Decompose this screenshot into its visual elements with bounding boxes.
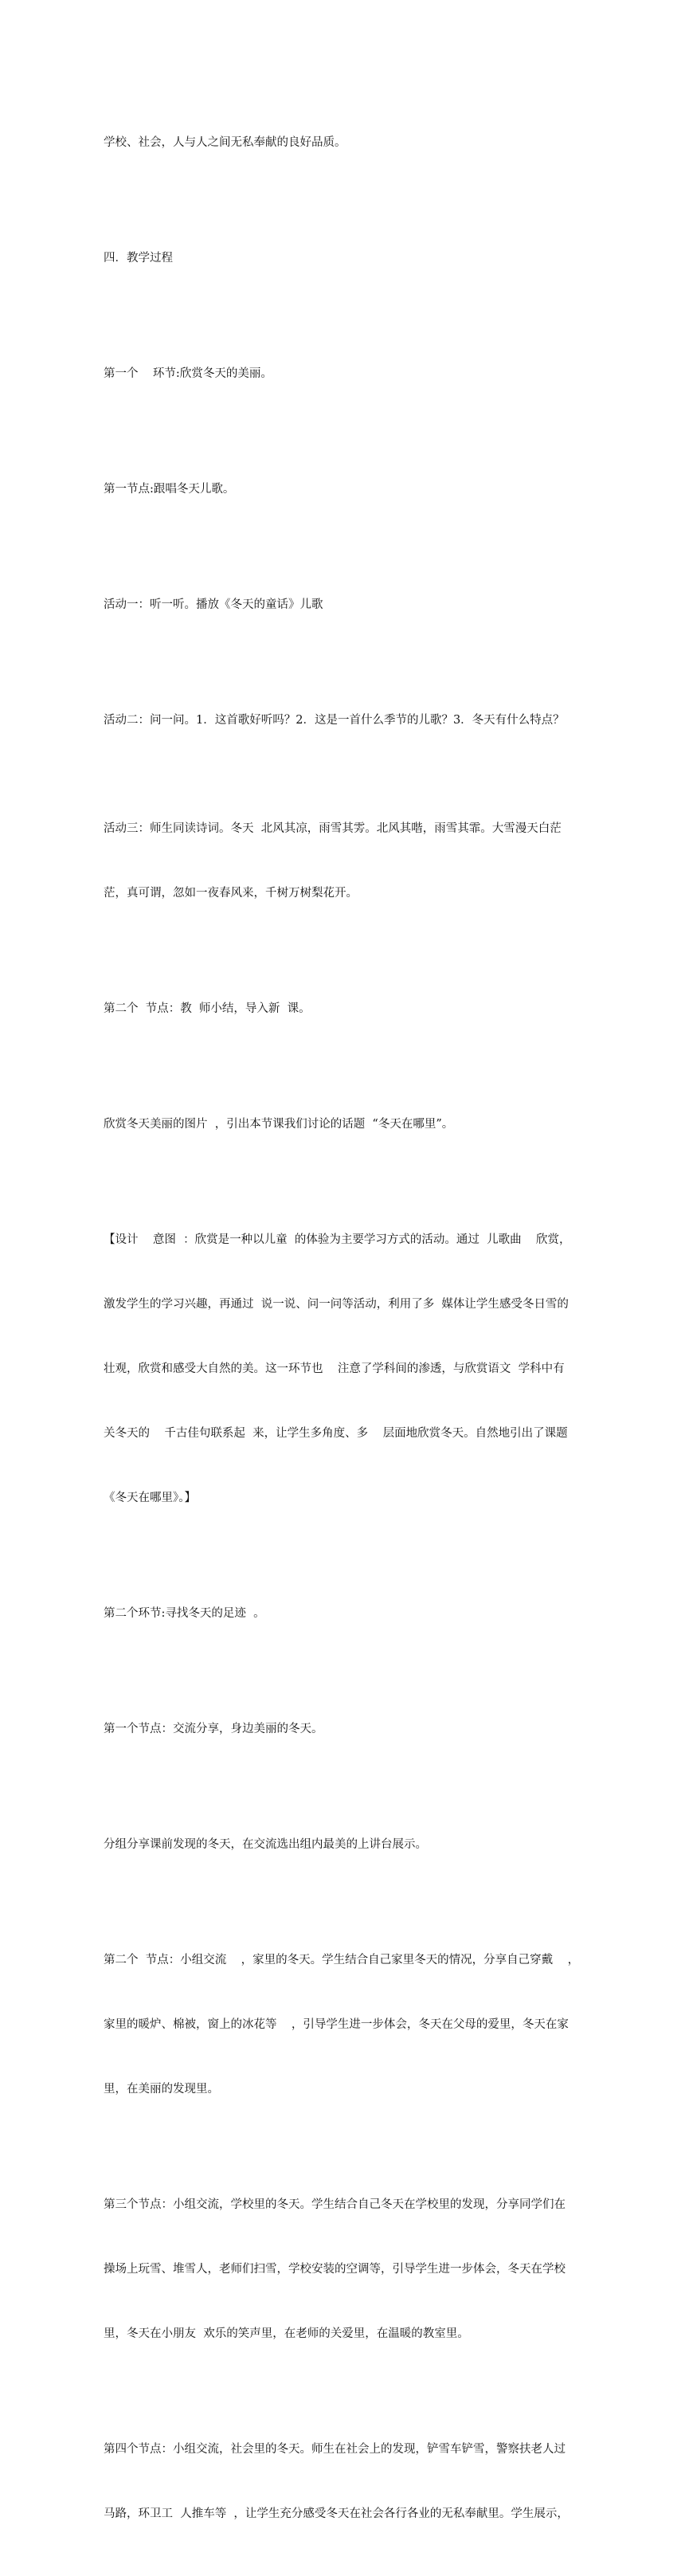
text-line: 第一个节点：交流分享，身边美丽的冬天。	[104, 1723, 323, 1735]
paragraph-5	[104, 551, 589, 659]
text-line: 里，冬天在小朋友 欢乐的笑声里，在老师的关爱里，在温暖的教室里。	[104, 2327, 469, 2340]
section-heading-teaching-process	[104, 205, 589, 312]
paragraph-15	[104, 2151, 589, 2388]
paragraph-4	[104, 436, 589, 543]
text-line: 里，在美丽的发现里。	[104, 2083, 219, 2096]
text-line: 马路，环卫工 人推车等 ，让学生充分感受冬天在社会各行各业的无私奉献里。学生展示，	[104, 2507, 569, 2520]
text-line: 第二个 节点：教 师小结，导入新 课。	[104, 1002, 311, 1015]
text-line: 学校、社会，人与人之间无私奉献的良好品质。	[104, 136, 346, 149]
paragraph-1	[104, 89, 589, 197]
text-line: 活动一：听一听。播放《冬天的童话》儿歌	[104, 598, 323, 611]
paragraph-13	[104, 1791, 589, 1899]
text-line: 第二个 节点：小组交流 ，家里的冬天。学生结合自己家里冬天的情况，分享自己穿戴 ，	[104, 1954, 580, 1966]
text-line: 激发学生的学习兴趣，再通过 说一说、问一问等活动，利用了多 媒体让学生感受冬日雪的	[104, 1298, 569, 1311]
design-intent-paragraph	[104, 1186, 589, 1552]
paragraph-11	[104, 1560, 589, 1668]
paragraph-8	[104, 955, 589, 1063]
paragraph-9	[104, 1071, 589, 1178]
text-line: 分组分享课前发现的冬天，在交流选出组内最美的上讲台展示。	[104, 1838, 427, 1851]
text-line: 第三个节点：小组交流，学校里的冬天。学生结合自己冬天在学校里的发现，分享同学们在	[104, 2198, 566, 2211]
text-line: 四．教学过程	[104, 252, 173, 265]
paragraph-14	[104, 1907, 589, 2143]
document-body	[104, 89, 589, 2576]
text-line: 壮观，欣赏和感受大自然的美。这一环节也 注意了学科间的渗透，与欣赏语文 学科中有	[104, 1362, 565, 1375]
text-line: 《冬天在哪里》。】	[104, 1492, 196, 1504]
text-line: 【设计 意图 ：欣赏是一种以儿童 的体验为主要学习方式的活动。通过 儿歌曲 欣赏，	[104, 1233, 571, 1246]
text-line: 关冬天的 千古佳句联系起 来，让学生多角度、多 层面地欣赏冬天。自然地引出了课题	[104, 1427, 568, 1440]
text-line: 活动三：师生同读诗词。冬天 北风其凉，雨雪其雱。北风其喈，雨雪其霏。大雪漫天白茫	[104, 822, 562, 835]
text-line: 茫，真可谓，忽如一夜春风来，千树万树梨花开。	[104, 887, 358, 900]
text-line: 第一节点:跟唱冬天儿歌。	[104, 483, 235, 496]
paragraph-3	[104, 320, 589, 428]
paragraph-6	[104, 667, 589, 774]
paragraph-16	[104, 2396, 589, 2568]
text-line: 第一个 环节:欣赏冬天的美丽。	[104, 367, 272, 380]
paragraph-7	[104, 775, 589, 947]
paragraph-12	[104, 1676, 589, 1783]
text-line: 操场上玩雪、堆雪人，老师们扫雪，学校安装的空调等，引导学生进一步体会，冬天在学校	[104, 2263, 566, 2276]
text-line: 第四个节点：小组交流，社会里的冬天。师生在社会上的发现，铲雪车铲雪，警察扶老人过	[104, 2443, 566, 2456]
text-line: 活动二：问一问。1．这首歌好听吗？2．这是一首什么季节的儿歌？3．冬天有什么特点？	[104, 714, 565, 727]
text-line: 家里的暖炉、棉被，窗上的冰花等 ，引导学生进一步体会，冬天在父母的爱里，冬天在家	[104, 2018, 569, 2031]
text-line: 欣赏冬天美丽的图片 ，引出本节课我们讨论的话题 “冬天在哪里”。	[104, 1118, 454, 1131]
text-line: 第二个环节:寻找冬天的足迹 。	[104, 1607, 265, 1620]
